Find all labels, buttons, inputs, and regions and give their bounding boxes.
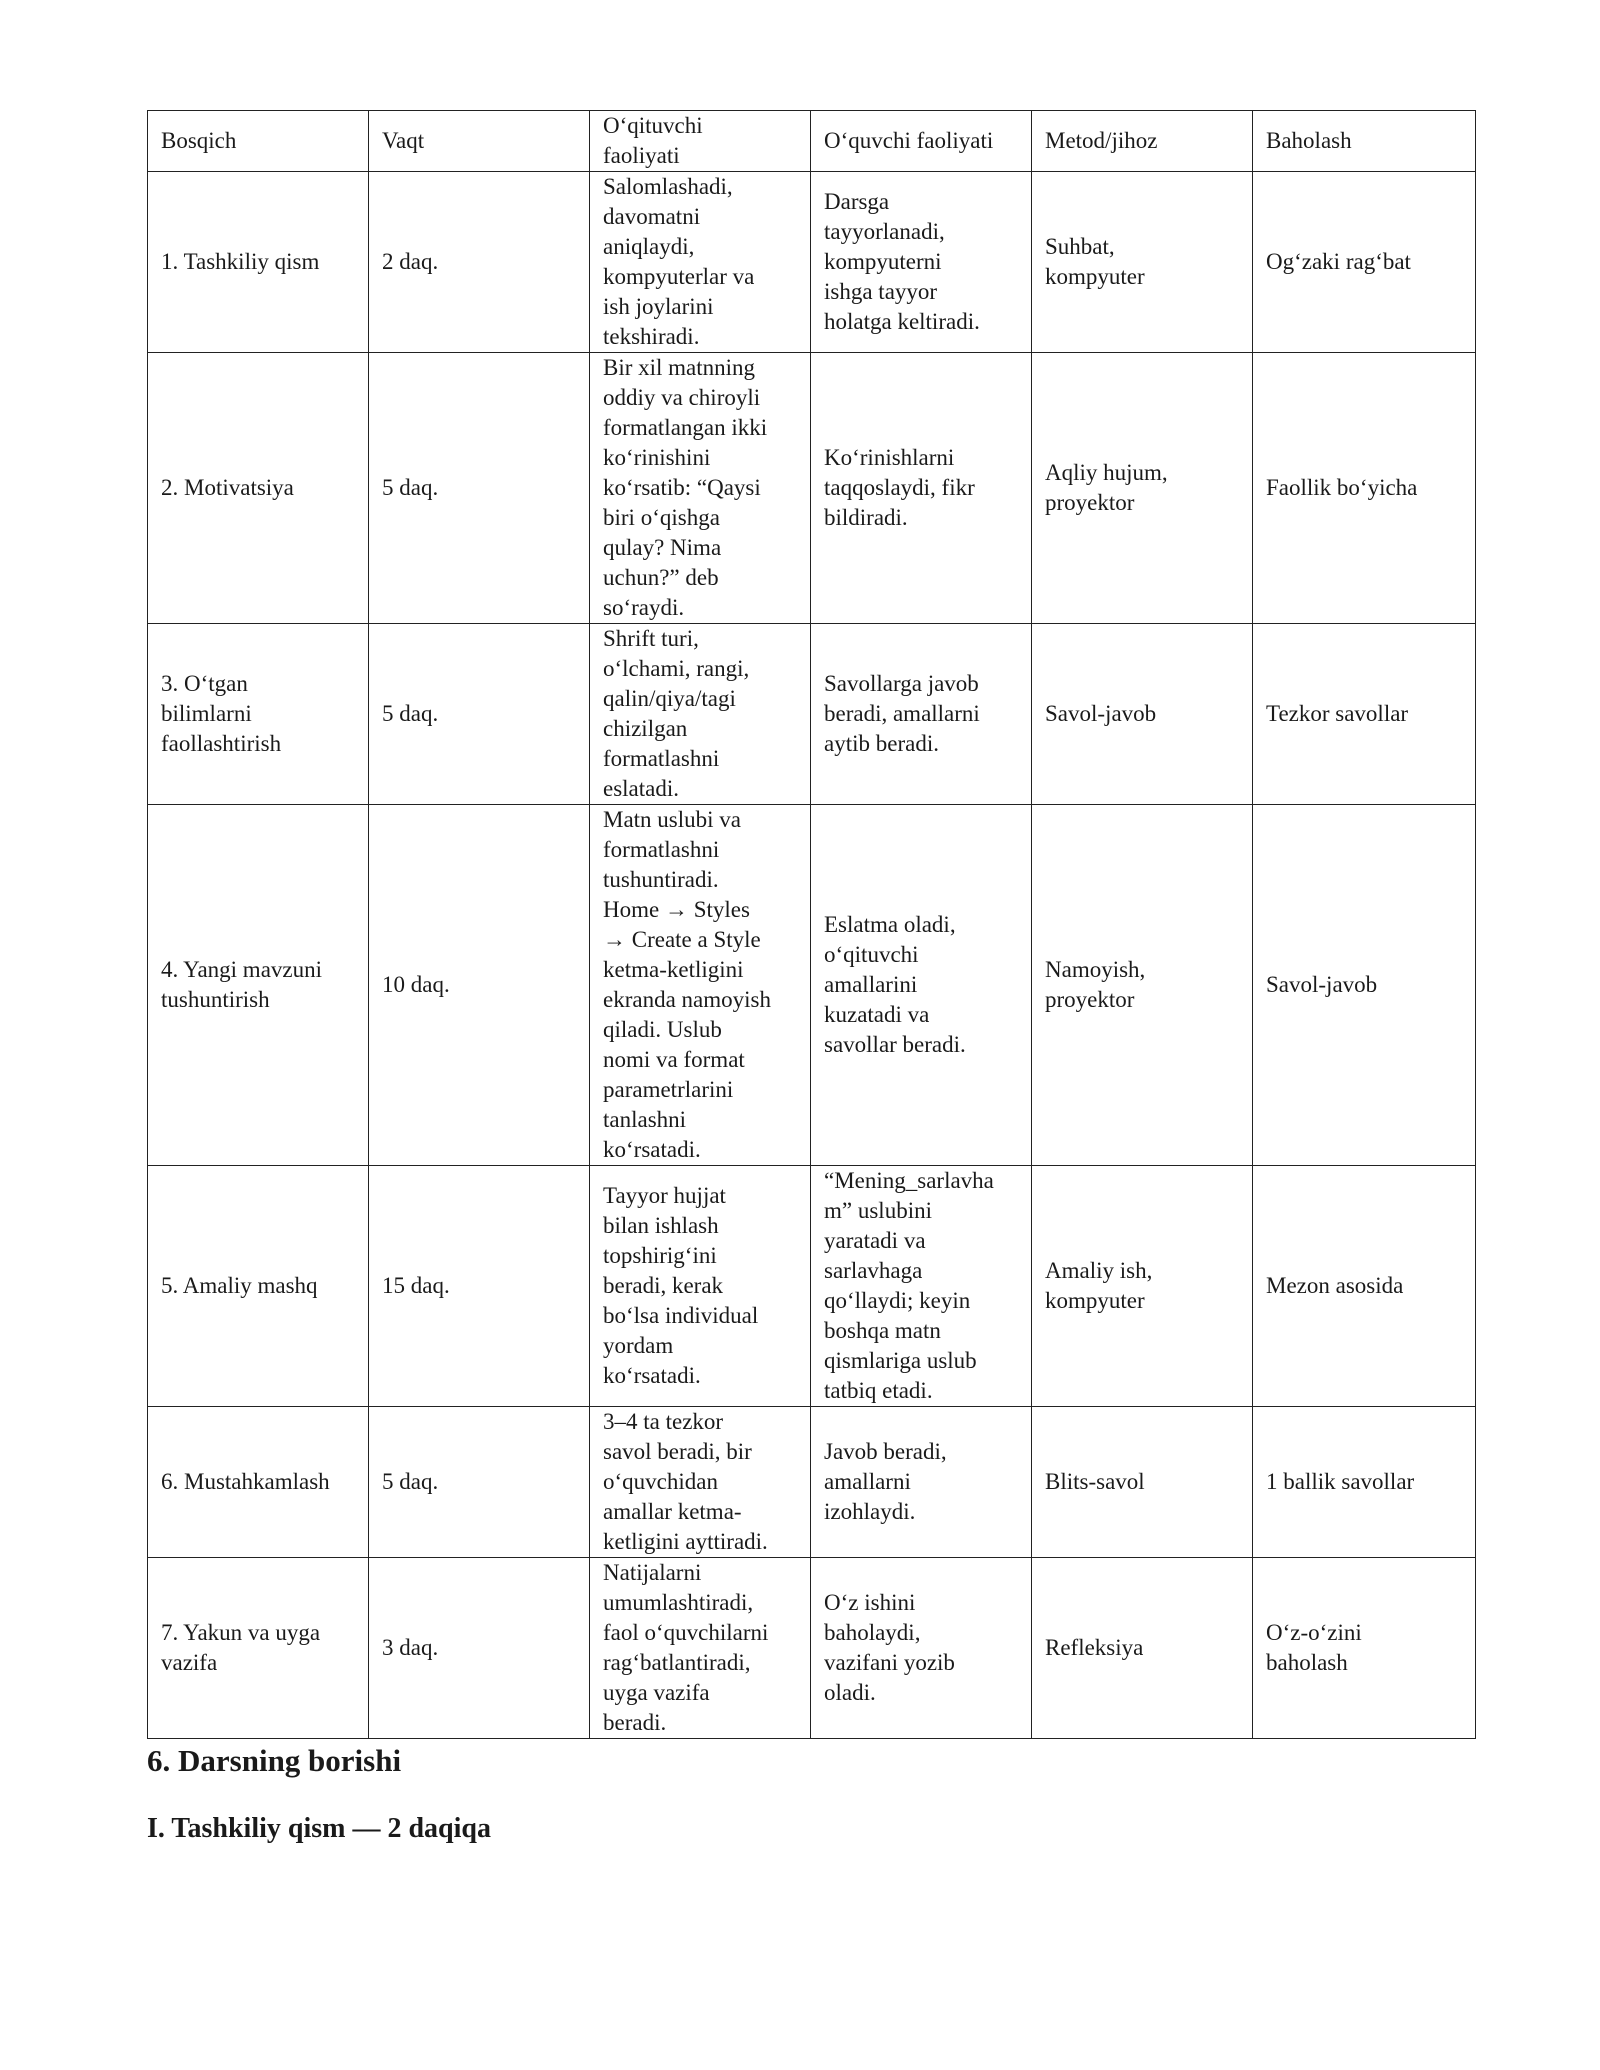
- cell-method: Blits-savol: [1032, 1407, 1253, 1558]
- cell-teacher: Shrift turi, o‘lchami, rangi, qalin/qiya/tagi chizilgan formatlashni eslatadi.: [590, 624, 811, 805]
- cell-stage: 5. Amaliy mashq: [148, 1166, 369, 1407]
- cell-student: Ko‘rinishlarni taqqoslaydi, fikr bildiradi.: [811, 353, 1032, 624]
- cell-stage: 1. Tashkiliy qism: [148, 172, 369, 353]
- header-student-activity: O‘quvchi faoliyati: [811, 111, 1032, 172]
- cell-stage: 6. Mustahkamlash: [148, 1407, 369, 1558]
- table-row: [148, 172, 1476, 353]
- header-assessment: Baholash: [1253, 111, 1476, 172]
- cell-student: Savollarga javob beradi, amallarni aytib beradi.: [811, 624, 1032, 805]
- table-header-row: [148, 111, 1476, 172]
- header-method: Metod/jihoz: [1032, 111, 1253, 172]
- table-row: [148, 1407, 1476, 1558]
- section-heading: 6. Darsning borishi: [147, 1743, 402, 1778]
- cell-teacher: Salomlashadi, davomatni aniqlaydi, kompyuterlar va ish joylarini tekshiradi.: [590, 172, 811, 353]
- cell-method: Savol-javob: [1032, 624, 1253, 805]
- cell-teacher: 3–4 ta tezkor savol beradi, bir o‘quvchidan amallar ketma- ketligini ayttiradi.: [590, 1407, 811, 1558]
- cell-stage: 4. Yangi mavzuni tushuntirish: [148, 805, 369, 1166]
- table-row: [148, 353, 1476, 624]
- cell-time: 2 daq.: [369, 172, 590, 353]
- cell-time: 10 daq.: [369, 805, 590, 1166]
- cell-teacher: Natijalarni umumlashtiradi, faol o‘quvchilarni rag‘batlantiradi, uyga vazifa beradi.: [590, 1558, 811, 1739]
- cell-stage: 3. O‘tgan bilimlarni faollashtirish: [148, 624, 369, 805]
- cell-teacher: Matn uslubi va formatlashni tushuntiradi. Home → Styles → Create a Style ketma-ketligini ekranda namoyish qiladi. Uslub nomi va format parametrlarini tanlashni ko‘rsatadi.: [590, 805, 811, 1166]
- cell-assessment: Og‘zaki rag‘bat: [1253, 172, 1476, 353]
- table-row: [148, 624, 1476, 805]
- cell-student: Javob beradi, amallarni izohlaydi.: [811, 1407, 1032, 1558]
- cell-stage: 7. Yakun va uyga vazifa: [148, 1558, 369, 1739]
- cell-time: 5 daq.: [369, 353, 590, 624]
- cell-method: Amaliy ish, kompyuter: [1032, 1166, 1253, 1407]
- cell-assessment: Mezon asosida: [1253, 1166, 1476, 1407]
- cell-student: Darsga tayyorlanadi, kompyuterni ishga tayyor holatga keltiradi.: [811, 172, 1032, 353]
- cell-method: Refleksiya: [1032, 1558, 1253, 1739]
- cell-method: Suhbat, kompyuter: [1032, 172, 1253, 353]
- cell-time: 15 daq.: [369, 1166, 590, 1407]
- cell-assessment: Tezkor savollar: [1253, 624, 1476, 805]
- cell-student: “Mening_sarlavha m” uslubini yaratadi va sarlavhaga qo‘llaydi; keyin boshqa matn qismlariga uslub tatbiq etadi.: [811, 1166, 1032, 1407]
- cell-assessment: Savol-javob: [1253, 805, 1476, 1166]
- cell-teacher: Bir xil matnning oddiy va chiroyli formatlangan ikki ko‘rinishini ko‘rsatib: “Qaysi biri o‘qishga qulay? Nima uchun?” deb so‘raydi.: [590, 353, 811, 624]
- cell-assessment: Faollik bo‘yicha: [1253, 353, 1476, 624]
- table-row: [148, 1166, 1476, 1407]
- cell-assessment: 1 ballik savollar: [1253, 1407, 1476, 1558]
- cell-student: Eslatma oladi, o‘qituvchi amallarini kuzatadi va savollar beradi.: [811, 805, 1032, 1166]
- cell-method: Namoyish, proyektor: [1032, 805, 1253, 1166]
- cell-teacher: Tayyor hujjat bilan ishlash topshirig‘ini beradi, kerak bo‘lsa individual yordam ko‘rsatadi.: [590, 1166, 811, 1407]
- lesson-plan-table: [147, 110, 1476, 1739]
- subsection-heading: I. Tashkiliy qism — 2 daqiqa: [147, 1813, 491, 1844]
- cell-time: 5 daq.: [369, 1407, 590, 1558]
- cell-student: O‘z ishini baholaydi, vazifani yozib oladi.: [811, 1558, 1032, 1739]
- cell-time: 3 daq.: [369, 1558, 590, 1739]
- header-teacher-activity: O‘qituvchi faoliyati: [590, 111, 811, 172]
- table-row: [148, 1558, 1476, 1739]
- cell-time: 5 daq.: [369, 624, 590, 805]
- header-stage: Bosqich: [148, 111, 369, 172]
- header-time: Vaqt: [369, 111, 590, 172]
- table-row: [148, 805, 1476, 1166]
- document-page: [147, 110, 1475, 1847]
- cell-method: Aqliy hujum, proyektor: [1032, 353, 1253, 624]
- cell-stage: 2. Motivatsiya: [148, 353, 369, 624]
- cell-assessment: O‘z-o‘zini baholash: [1253, 1558, 1476, 1739]
